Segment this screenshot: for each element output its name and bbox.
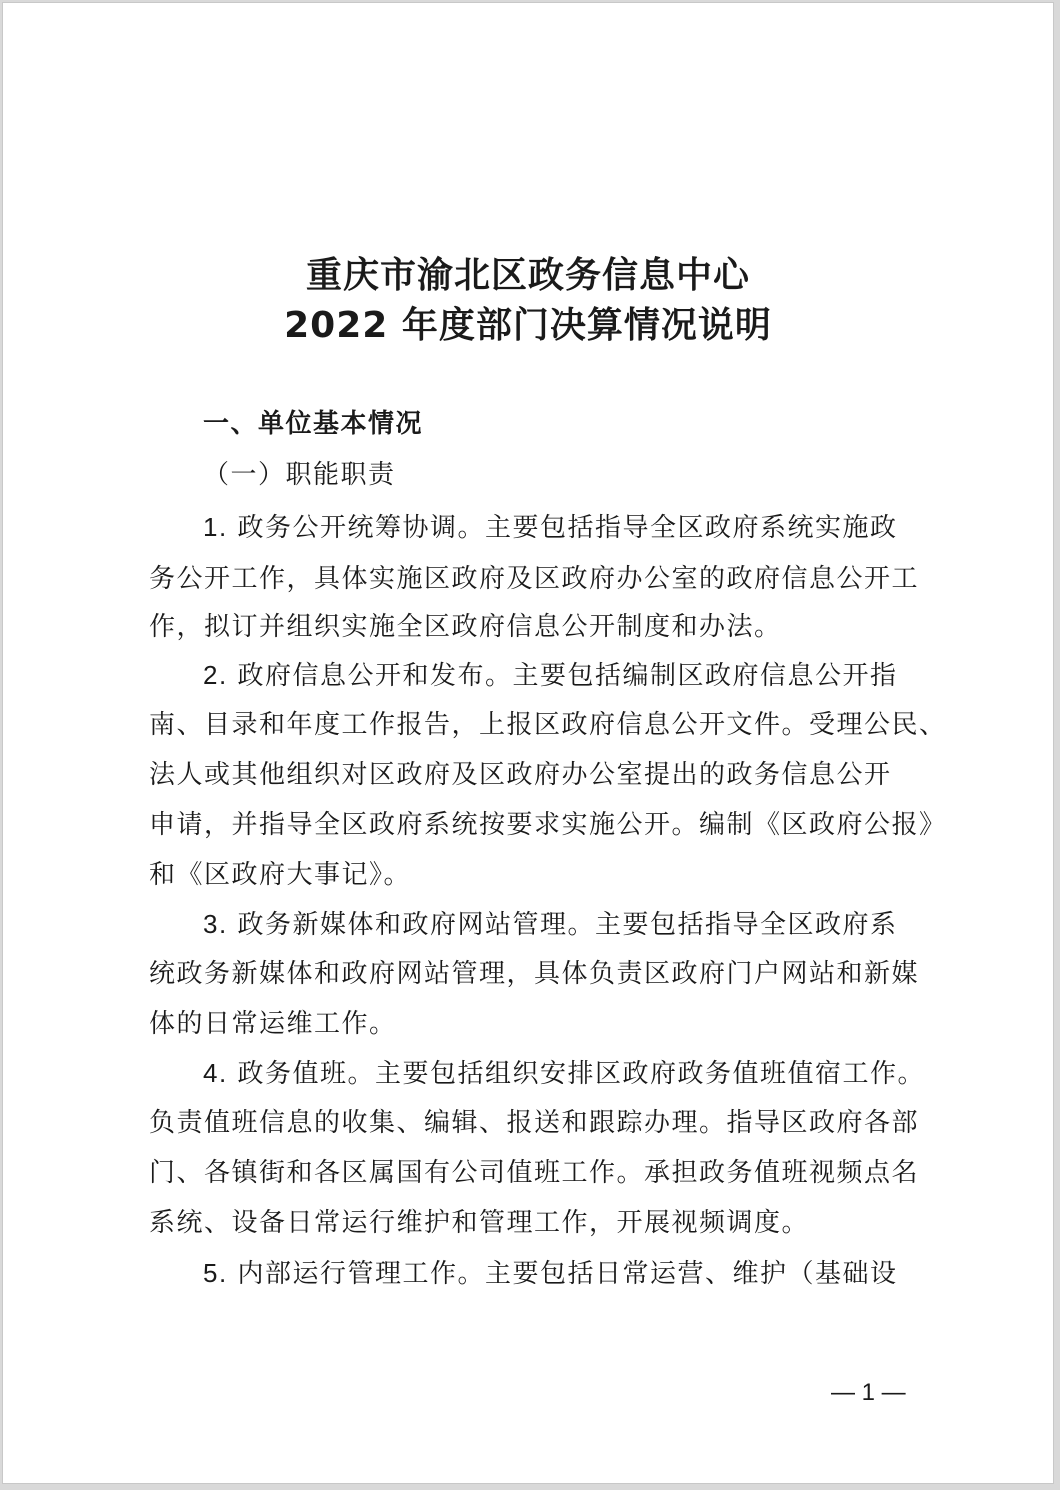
paragraph-4-line-1 <box>203 1057 925 1090</box>
paragraph-1-text: 政务公开统筹协调。主要包括指导全区政府系统实施政 <box>237 513 898 543</box>
paragraph-3-line-3: 体的日常运维工作。 <box>149 1009 397 1039</box>
document-page <box>2 2 1054 1484</box>
paragraph-3-text: 政务新媒体和政府网站管理。主要包括指导全区政府系 <box>237 910 898 940</box>
paragraph-2-line-3: 法人或其他组织对区政府及区政府办公室提出的政务信息公开 <box>149 760 892 790</box>
paragraph-3-number: 3. <box>203 909 228 939</box>
paragraph-4-line-3: 门、各镇街和各区属国有公司值班工作。承担政务值班视频点名 <box>149 1158 920 1188</box>
paragraph-2-line-1 <box>203 659 897 692</box>
paragraph-5-text: 内部运行管理工作。主要包括日常运营、维护（基础设 <box>237 1259 898 1289</box>
paragraph-1-line-1 <box>203 511 897 544</box>
paragraph-4-text: 政务值班。主要包括组织安排区政府政务值班值宿工作。 <box>237 1059 925 1089</box>
paragraph-2-line-4: 申请，并指导全区政府系统按要求实施公开。编制《区政府公报》 <box>149 810 947 840</box>
paragraph-3-line-1 <box>203 908 897 941</box>
paragraph-1-line-2: 务公开工作，具体实施区政府及区政府办公室的政府信息公开工 <box>149 564 920 594</box>
paragraph-5-number: 5. <box>203 1258 228 1288</box>
paragraph-2-line-2: 南、目录和年度工作报告，上报区政府信息公开文件。受理公民、 <box>149 710 947 740</box>
document-title-line1: 重庆市渝北区政务信息中心 <box>305 255 750 296</box>
document-title-line2: 2022 年度部门决算情况说明 <box>284 305 772 346</box>
paragraph-2-line-5: 和《区政府大事记》。 <box>149 860 412 890</box>
paragraph-2-text: 政府信息公开和发布。主要包括编制区政府信息公开指 <box>237 661 898 691</box>
subsection-heading: （一）职能职责 <box>203 460 396 490</box>
paragraph-1-line-3: 作，拟订并组织实施全区政府信息公开制度和办法。 <box>149 612 782 642</box>
paragraph-3-line-2: 统政务新媒体和政府网站管理，具体负责区政府门户网站和新媒 <box>149 959 920 989</box>
paragraph-2-number: 2. <box>203 660 228 690</box>
paragraph-1-number: 1. <box>203 512 228 542</box>
paragraph-4-line-2: 负责值班信息的收集、编辑、报送和跟踪办理。指导区政府各部 <box>149 1108 920 1138</box>
paragraph-4-number: 4. <box>203 1058 228 1088</box>
page-number: — 1 — <box>831 1379 906 1406</box>
paragraph-4-line-4: 系统、设备日常运行维护和管理工作，开展视频调度。 <box>149 1208 810 1238</box>
paragraph-5-line-1 <box>203 1257 897 1290</box>
section-heading: 一、单位基本情况 <box>203 409 424 439</box>
